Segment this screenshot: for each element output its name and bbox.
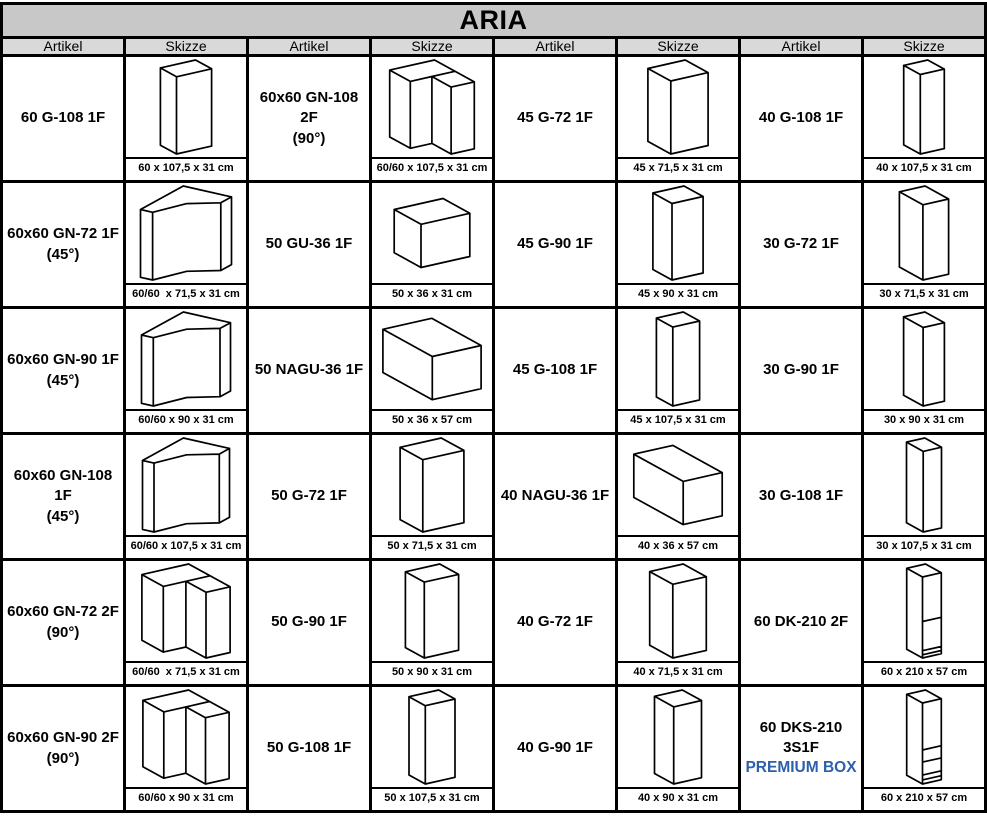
article-cell [494, 182, 617, 308]
article-cell [2, 308, 125, 434]
article-code: 50 G-72 1F [271, 487, 347, 505]
dimensions-label: 40 x 90 x 31 cm [618, 787, 738, 807]
skizze-cell [617, 56, 740, 182]
article-code: (90°) [46, 749, 80, 767]
cabinet-sketch-box [869, 309, 979, 409]
sketch-area [372, 57, 492, 157]
column-header-artikel-4: Artikel [494, 38, 617, 56]
cabinet-sketch-box [869, 57, 979, 157]
article-cell [494, 56, 617, 182]
dimensions-label: 45 x 90 x 31 cm [618, 283, 738, 303]
dimensions-label: 60/60 x 90 x 31 cm [126, 787, 246, 807]
column-header-skizze-3: Skizze [371, 38, 494, 56]
skizze-cell [125, 434, 248, 560]
skizze-cell [617, 308, 740, 434]
sketch-area [618, 183, 738, 283]
skizze-cell [125, 308, 248, 434]
article-code: 60 G-108 1F [20, 109, 106, 127]
sketch-area [864, 687, 984, 787]
cabinet-sketch-box [869, 561, 979, 661]
skizze-cell [125, 56, 248, 182]
dimensions-label: 60/60 x 71,5 x 31 cm [126, 283, 246, 303]
dimensions-label: 60 x 210 x 57 cm [864, 787, 984, 807]
cabinet-sketch-corner45 [131, 183, 241, 283]
dimensions-label: 45 x 71,5 x 31 cm [618, 157, 738, 177]
skizze-cell [863, 560, 986, 686]
sketch-area [126, 183, 246, 283]
cabinet-sketch-box [869, 183, 979, 283]
sketch-area [864, 435, 984, 535]
article-code: 60 DKS-210 3S1F [759, 718, 843, 757]
sketch-area [618, 57, 738, 157]
skizze-cell [371, 560, 494, 686]
article-cell [740, 182, 863, 308]
skizze-cell [371, 308, 494, 434]
article-cell [248, 560, 371, 686]
skizze-cell [371, 56, 494, 182]
skizze-wrap [864, 435, 984, 555]
cabinet-sketch-corner90 [131, 561, 241, 661]
skizze-wrap [126, 309, 246, 429]
sketch-area [864, 561, 984, 661]
article-code: (90°) [46, 623, 80, 641]
cabinet-sketch-box [131, 57, 241, 157]
dimensions-label: 50 x 71,5 x 31 cm [372, 535, 492, 555]
cabinet-sketch-box [623, 435, 733, 535]
skizze-wrap [618, 183, 738, 303]
article-cell [740, 56, 863, 182]
article-code: 45 G-90 1F [517, 235, 593, 253]
article-cell [248, 686, 371, 812]
article-cell [494, 434, 617, 560]
article-code: 50 GU-36 1F [265, 235, 353, 253]
cabinet-sketch-box [377, 561, 487, 661]
premium-box-label: PREMIUM BOX [745, 759, 857, 777]
article-code: 60x60 GN-108 1F [13, 467, 113, 505]
skizze-cell [863, 308, 986, 434]
cabinet-sketch-box [377, 435, 487, 535]
skizze-wrap [864, 57, 984, 177]
skizze-cell [371, 686, 494, 812]
article-cell [248, 434, 371, 560]
cabinet-sketch-box [377, 687, 487, 787]
sketch-area [864, 57, 984, 157]
skizze-cell [617, 686, 740, 812]
cabinet-sketch-box [623, 561, 733, 661]
table-row [2, 560, 986, 686]
dimensions-label: 60/60 x 107,5 x 31 cm [372, 157, 492, 177]
article-cell [248, 182, 371, 308]
skizze-wrap [126, 435, 246, 555]
skizze-cell [617, 434, 740, 560]
article-code: 60x60 GN-72 2F [7, 603, 119, 621]
skizze-cell [371, 182, 494, 308]
sketch-area [372, 309, 492, 409]
article-code: 60 DK-210 2F [753, 613, 849, 631]
dimensions-label: 45 x 107,5 x 31 cm [618, 409, 738, 429]
cabinet-sketch-box [377, 183, 487, 283]
sketch-area [372, 561, 492, 661]
sketch-area [864, 183, 984, 283]
article-code: (45°) [46, 371, 80, 389]
skizze-wrap [372, 561, 492, 681]
table-row [2, 434, 986, 560]
article-code: 60x60 GN-72 1F [7, 225, 119, 243]
dimensions-label: 60/60 x 90 x 31 cm [126, 409, 246, 429]
skizze-wrap [864, 309, 984, 429]
sketch-area [372, 435, 492, 535]
column-header-artikel-6: Artikel [740, 38, 863, 56]
article-code: 60x60 GN-108 [259, 89, 359, 107]
cabinet-sketch-box [869, 435, 979, 535]
cabinet-sketch-box [869, 687, 979, 787]
article-cell [2, 56, 125, 182]
dimensions-label: 40 x 71,5 x 31 cm [618, 661, 738, 681]
article-cell [2, 182, 125, 308]
skizze-wrap [618, 309, 738, 429]
article-cell [248, 308, 371, 434]
skizze-wrap [372, 309, 492, 429]
sketch-area [618, 309, 738, 409]
article-code: 40 G-90 1F [517, 739, 593, 757]
skizze-cell [125, 560, 248, 686]
skizze-cell [125, 686, 248, 812]
column-header-skizze-5: Skizze [617, 38, 740, 56]
dimensions-label: 60 x 210 x 57 cm [864, 661, 984, 681]
article-cell [740, 308, 863, 434]
article-code: 60x60 GN-90 2F [7, 729, 119, 747]
article-code: 50 G-108 1F [266, 739, 352, 757]
dimensions-label: 50 x 90 x 31 cm [372, 661, 492, 681]
article-cell [2, 434, 125, 560]
table-row [2, 686, 986, 812]
column-header-artikel-2: Artikel [248, 38, 371, 56]
skizze-wrap [372, 183, 492, 303]
skizze-cell [125, 182, 248, 308]
page-title: ARIA [2, 4, 986, 38]
sketch-area [372, 687, 492, 787]
skizze-cell [863, 182, 986, 308]
cabinet-sketch-box [377, 309, 487, 409]
sketch-area [126, 309, 246, 409]
article-code: 30 G-72 1F [763, 235, 839, 253]
dimensions-label: 60/60 x 107,5 x 31 cm [126, 535, 246, 555]
article-code: 40 G-72 1F [517, 613, 593, 631]
sketch-area [372, 183, 492, 283]
article-code: (45°) [46, 507, 80, 525]
sketch-area [618, 435, 738, 535]
cabinet-sketch-box [623, 309, 733, 409]
article-cell [740, 686, 863, 812]
skizze-cell [863, 686, 986, 812]
table-row [2, 56, 986, 182]
skizze-cell [371, 434, 494, 560]
skizze-wrap [618, 435, 738, 555]
catalog-table [0, 2, 987, 813]
article-code: 40 NAGU-36 1F [500, 487, 610, 505]
skizze-cell [863, 56, 986, 182]
article-code: 60x60 GN-90 1F [7, 351, 119, 369]
skizze-wrap [126, 687, 246, 807]
dimensions-label: 30 x 107,5 x 31 cm [864, 535, 984, 555]
dimensions-label: 50 x 107,5 x 31 cm [372, 787, 492, 807]
column-header-artikel-0: Artikel [2, 38, 125, 56]
dimensions-label: 40 x 36 x 57 cm [618, 535, 738, 555]
article-code: 2F [300, 109, 318, 127]
article-code: 50 G-90 1F [271, 613, 347, 631]
skizze-wrap [372, 687, 492, 807]
article-cell [740, 560, 863, 686]
article-code: (90°) [292, 129, 326, 147]
article-code: 45 G-72 1F [517, 109, 593, 127]
column-header-row [2, 38, 986, 56]
article-code: (45°) [46, 245, 80, 263]
article-code: 50 NAGU-36 1F [254, 361, 364, 379]
skizze-wrap [618, 561, 738, 681]
skizze-wrap [618, 57, 738, 177]
sketch-area [864, 309, 984, 409]
skizze-wrap [372, 57, 492, 177]
skizze-wrap [864, 687, 984, 807]
cabinet-sketch-box [623, 687, 733, 787]
dimensions-label: 50 x 36 x 57 cm [372, 409, 492, 429]
cabinet-sketch-corner45 [131, 435, 241, 535]
skizze-wrap [126, 561, 246, 681]
cabinet-sketch-corner90 [131, 687, 241, 787]
sketch-area [126, 435, 246, 535]
catalog-header [2, 4, 986, 56]
sketch-area [618, 687, 738, 787]
title-row [2, 4, 986, 38]
skizze-wrap [864, 561, 984, 681]
dimensions-label: 50 x 36 x 31 cm [372, 283, 492, 303]
article-code: 40 G-108 1F [758, 109, 844, 127]
cabinet-sketch-corner45 [131, 309, 241, 409]
skizze-cell [617, 182, 740, 308]
sketch-area [126, 561, 246, 661]
article-cell [248, 56, 371, 182]
cabinet-sketch-corner90 [377, 57, 487, 157]
table-row [2, 182, 986, 308]
column-header-skizze-1: Skizze [125, 38, 248, 56]
cabinet-sketch-box [623, 183, 733, 283]
skizze-wrap [864, 183, 984, 303]
dimensions-label: 60/60 x 71,5 x 31 cm [126, 661, 246, 681]
article-cell [2, 560, 125, 686]
article-cell [740, 434, 863, 560]
article-cell [494, 308, 617, 434]
dimensions-label: 30 x 90 x 31 cm [864, 409, 984, 429]
article-cell [494, 560, 617, 686]
skizze-wrap [618, 687, 738, 807]
dimensions-label: 60 x 107,5 x 31 cm [126, 157, 246, 177]
skizze-wrap [126, 183, 246, 303]
catalog-body [2, 56, 986, 812]
cabinet-sketch-box [623, 57, 733, 157]
table-row [2, 308, 986, 434]
column-header-skizze-7: Skizze [863, 38, 986, 56]
article-cell [494, 686, 617, 812]
article-code: 30 G-108 1F [758, 487, 844, 505]
dimensions-label: 40 x 107,5 x 31 cm [864, 157, 984, 177]
sketch-area [126, 57, 246, 157]
article-code: 45 G-108 1F [512, 361, 598, 379]
skizze-cell [617, 560, 740, 686]
skizze-wrap [372, 435, 492, 555]
sketch-area [126, 687, 246, 787]
sketch-area [618, 561, 738, 661]
article-cell [2, 686, 125, 812]
skizze-cell [863, 434, 986, 560]
dimensions-label: 30 x 71,5 x 31 cm [864, 283, 984, 303]
article-code: 30 G-90 1F [763, 361, 839, 379]
skizze-wrap [126, 57, 246, 177]
